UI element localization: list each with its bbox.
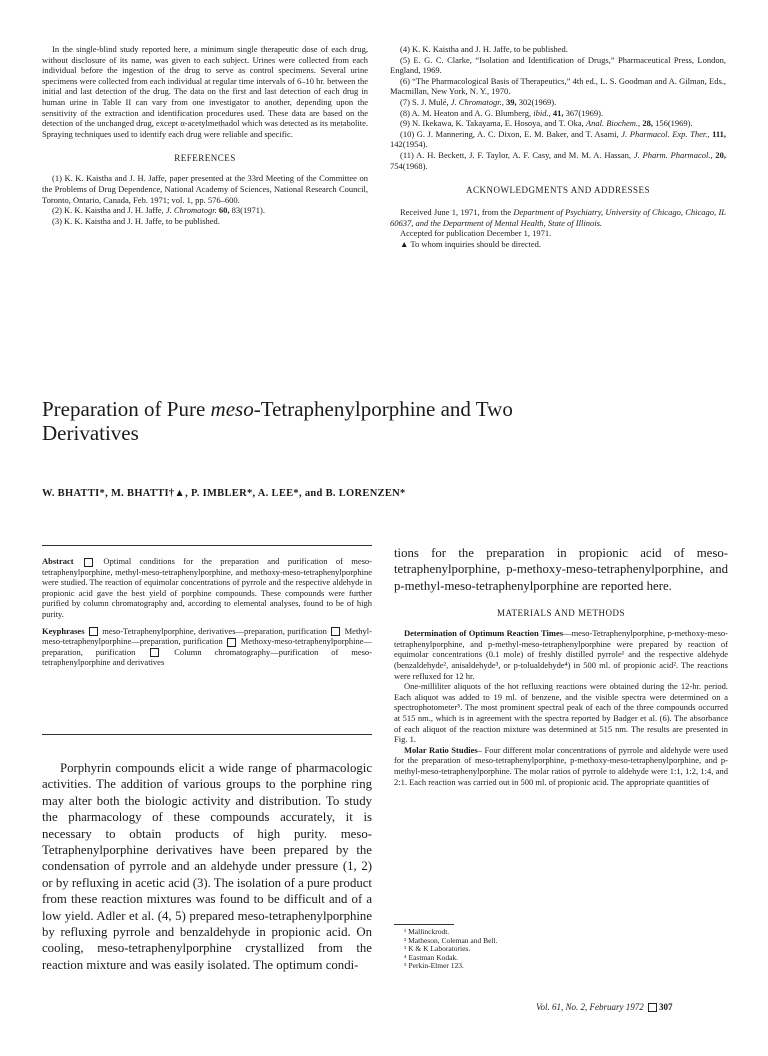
keyphrases-label: Keyphrases <box>42 625 85 636</box>
references-heading: REFERENCES <box>174 153 236 164</box>
title-text: Preparation of Pure <box>42 397 211 421</box>
footnotes <box>404 928 704 971</box>
intro-paragraph: In the single-blind study reported here, a minimum single therapeutic dose of each drug, without disclosure of its name, was given to each subject. Urines were collected from each individual before the ingestion of the drug to serve as control specimens. Several urine specimens were collected from each individual at regular time intervals of 6–10 hr. between the initial and last detection of the drug. The data on the first and last detection of each drug in human urine in Table II can vary from one investigator to another, depending upon the sensitivity of the extraction and identification procedures used. These data are based on the detection of the unchanged drug, except α-acetylmethadol which was detected as its metabolite. Spraying techniques used to identify each drug were reliable and specific. <box>42 44 368 139</box>
ref-text: 367(1969). <box>563 107 604 118</box>
keyphrase: Methoxy-meso-tetraphenylporphine—preparation, purification <box>42 636 372 657</box>
ref-text: (2) K. K. Kaistha and J. H. Jaffe, <box>52 205 166 216</box>
ref-volume: 41, <box>552 107 564 118</box>
ref-volume: 28, <box>642 118 653 129</box>
right-body-column <box>394 545 728 787</box>
reference-5: (5) E. G. C. Clarke, “Isolation and Identification of Drugs,” Pharmaceutical Press, London, England, 1969. <box>390 54 726 76</box>
ref-text: (9) N. Ikekawa, K. Takayama, E. Hosoya, and T. Oka, <box>400 118 586 129</box>
ref-text: 156(1969). <box>652 118 693 129</box>
ref-text: 83(1971). <box>229 205 265 216</box>
methods-heading: MATERIALS AND METHODS <box>496 608 625 619</box>
keyphrase: Column chromatography—purification of meso-tetraphenylporphine and derivatives <box>42 646 373 668</box>
methods-text: – Four different molar concentrations of pyrrole and aldehyde were used for the preparation of meso-tetraphenylporphine, p-methoxy-meso-tetraphenylporphine, and p-methyl-meso-tetraphenylporphine. The molar ratios of pyrrole to aldehyde were 1:1, 1:2, 1:4, and 2:1. Each reaction was carried out in 500 ml. of propionic acid. The appropriate quantities of <box>394 744 728 787</box>
journal-citation: Vol. 61, No. 2, February 1972 <box>536 1002 644 1012</box>
footnote: ⁴ Eastman Kodak. <box>404 952 459 962</box>
ref-text: (10) G. J. Mannering, A. C. Dixon, E. M. Baker, and T. Asami, <box>400 128 622 139</box>
abstract-label: Abstract <box>42 556 74 566</box>
received-text: Received June 1, 1971, from the <box>400 207 514 218</box>
abstract-text <box>42 556 372 620</box>
footnote: ¹ Mallinckrodt. <box>404 927 450 936</box>
methods-text: —meso-Tetraphenylporphine, p-methoxy-meso-tetraphenylporphine, and p-methyl-meso-tetraphenylporphine were prepared by reaction of equimolar concentrations (0.1 mole) of freshly distilled pyrrole¹ and the respective aldehyde (benzaldehyde², anisaldehyde³, or p-tolualdehyde⁴) in 500 ml. of propionic acid². The reactions were refluxed for 12 hr. <box>394 628 728 681</box>
top-right-column <box>390 44 726 250</box>
reference-11 <box>390 150 726 171</box>
ref-volume: 20, <box>715 149 727 160</box>
ref-text: (7) S. J. Mulé, <box>400 96 451 107</box>
ref-text: 142(1954). <box>390 139 428 150</box>
square-bullet-icon <box>84 558 93 567</box>
reference-4: (4) K. K. Kaistha and J. H. Jaffe, to be published. <box>400 44 568 54</box>
abstract-top-rule <box>42 545 372 546</box>
ref-text: (8) A. M. Heaton and A. G. Blumberg, <box>400 107 534 118</box>
inquiries-line: ▲ To whom inquiries should be directed. <box>400 238 542 249</box>
intro-body-column <box>42 760 372 973</box>
authors-line: W. BHATTI*, M. BHATTI†▲, P. IMBLER*, A. LEE*, and B. LORENZEN* <box>42 488 406 499</box>
title-italic: meso <box>210 397 254 421</box>
page-number: 307 <box>659 1002 673 1012</box>
ref-text: (11) A. H. Beckett, J. F. Taylor, A. F. Casy, and M. M. A. Hassan, <box>400 149 634 160</box>
square-bullet-icon <box>648 1003 657 1012</box>
keyphrase: Methyl-meso-tetraphenylporphine—preparation, purification <box>42 625 372 647</box>
accepted-line: Accepted for publication December 1, 1971. <box>400 228 552 239</box>
reference-3: (3) K. K. Kaistha and J. H. Jaffe, to be published. <box>52 215 220 226</box>
title-text: -Tetraphenylporphine and Two Derivatives <box>42 397 513 445</box>
received-line <box>390 207 726 228</box>
ref-journal: J. Pharm. Pharmacol., <box>633 149 713 160</box>
ref-journal: J. Chromatogr., <box>450 96 504 107</box>
ref-volume: 60, <box>218 205 230 216</box>
reference-6: (6) “The Pharmacological Basis of Therapeutics,” 4th ed., L. S. Goodman and A. Gilman, Eds., Macmillan, New York, N. Y., 1970. <box>390 75 726 97</box>
keyphrase: meso-Tetraphenylporphine, derivatives—preparation, purification <box>102 625 327 636</box>
received-affiliation: Department of Psychiatry, University of Chicago, Chicago, IL 60637, and the Department of Mental Health, State of Illinois. <box>390 207 727 228</box>
page-footer <box>536 1002 673 1012</box>
right-intro: tions for the preparation in propionic acid of meso-tetraphenylporphine, p-methoxy-meso-tetraphenylporphine, and p-methyl-meso-tetraphenylporphine are reported here. <box>394 546 728 593</box>
square-bullet-icon <box>227 638 236 647</box>
methods-subheading: Molar Ratio Studies <box>404 744 478 755</box>
ref-journal: J. Pharmacol. Exp. Ther., <box>621 128 710 139</box>
reference-1: (1) K. K. Kaistha and J. H. Jaffe, paper presented at the 33rd Meeting of the Committee on the Problems of Drug Dependence, National Academy of Sciences, National Research Council, Toronto, Ontario, Canada, Feb. 1971; vol. 1, pp. 576–600. <box>42 173 368 205</box>
methods-para-3 <box>394 745 728 787</box>
abstract-block <box>42 556 372 668</box>
ref-journal: J. Chromatogr. <box>165 205 217 216</box>
abstract-body: Optimal conditions for the preparation and purification of meso-tetraphenylporphine, methyl-meso-tetraphenylporphine, and methoxy-meso-tetraphenylporphine were studied. The reaction of equimolar concentrations of pyrrole and the respective aldehyde in propionic acid gave the best yield of porphine compounds. These compounds were further purified by column chromatography and, according to elemental analyses, found to be of high purity. <box>42 556 373 619</box>
ref-text: 302(1969). <box>516 96 557 107</box>
footnote: ⁵ Perkin-Elmer 123. <box>404 961 464 971</box>
keyphrases <box>42 626 372 668</box>
methods-para-2: One-milliliter aliquots of the hot refluxing reactions were obtained during the 12-hr. period. Each aliquot was added to 19 ml. of benzene, and the visible spectra were determined on a spectrophotometer⁵. The most prominent spectral peak of each of the three compounds occurred at 515 nm., which is in agreement with the spectra reported by Badger et al. (6). The absorbance of each aliquot of the reaction mixture was determined at 515 nm. The results are presented in Fig. 1. <box>394 681 728 745</box>
reference-7 <box>390 97 726 108</box>
ref-journal: Anal. Biochem., <box>585 118 641 129</box>
footnote: ³ K & K Laboratories. <box>404 944 471 954</box>
ref-volume: 111, <box>712 128 726 139</box>
square-bullet-icon <box>150 648 159 657</box>
reference-2 <box>42 205 368 216</box>
reference-10 <box>390 129 726 150</box>
square-bullet-icon <box>331 627 340 636</box>
methods-para-1 <box>394 628 728 681</box>
acknowledgments-heading: ACKNOWLEDGMENTS AND ADDRESSES <box>465 185 650 196</box>
reference-8 <box>390 108 726 119</box>
methods-subheading: Determination of Optimum Reaction Times <box>404 628 564 639</box>
top-left-column <box>42 44 368 226</box>
intro-body: Porphyrin compounds elicit a wide range of pharmacologic activities. The addition of various groups to the porphine ring may alter both the biologic activity and distribution. To study the pharmacology of these compounds accurately, it is necessary to obtain products of high purity. meso-Tetraphenylporphine derivatives have been prepared by the condensation of pyrrole and an aldehyde under pressure (1, 2) or by refluxing in acetic acid (3). The isolation of a pure product from these reaction mixtures was found to be difficult and of a low yield. Adler et al. (4, 5) prepared meso-tetraphenylporphine by refluxing pyrrole and benzaldehyde in propionic acid. On cooling, meso-tetraphenylporphine crystallized from the reaction mixture and was easily isolated. The optimum condi- <box>42 761 372 972</box>
ref-volume: 39, <box>505 96 517 107</box>
footnote-rule <box>394 924 454 925</box>
reference-9 <box>390 118 726 129</box>
abstract-bottom-rule <box>42 734 372 735</box>
article-title <box>42 397 602 445</box>
footnote: ² Matheson, Coleman and Bell. <box>404 935 498 945</box>
ref-text: 754(1968). <box>390 160 428 171</box>
square-bullet-icon <box>89 627 98 636</box>
ref-journal: ibid., <box>533 107 551 118</box>
